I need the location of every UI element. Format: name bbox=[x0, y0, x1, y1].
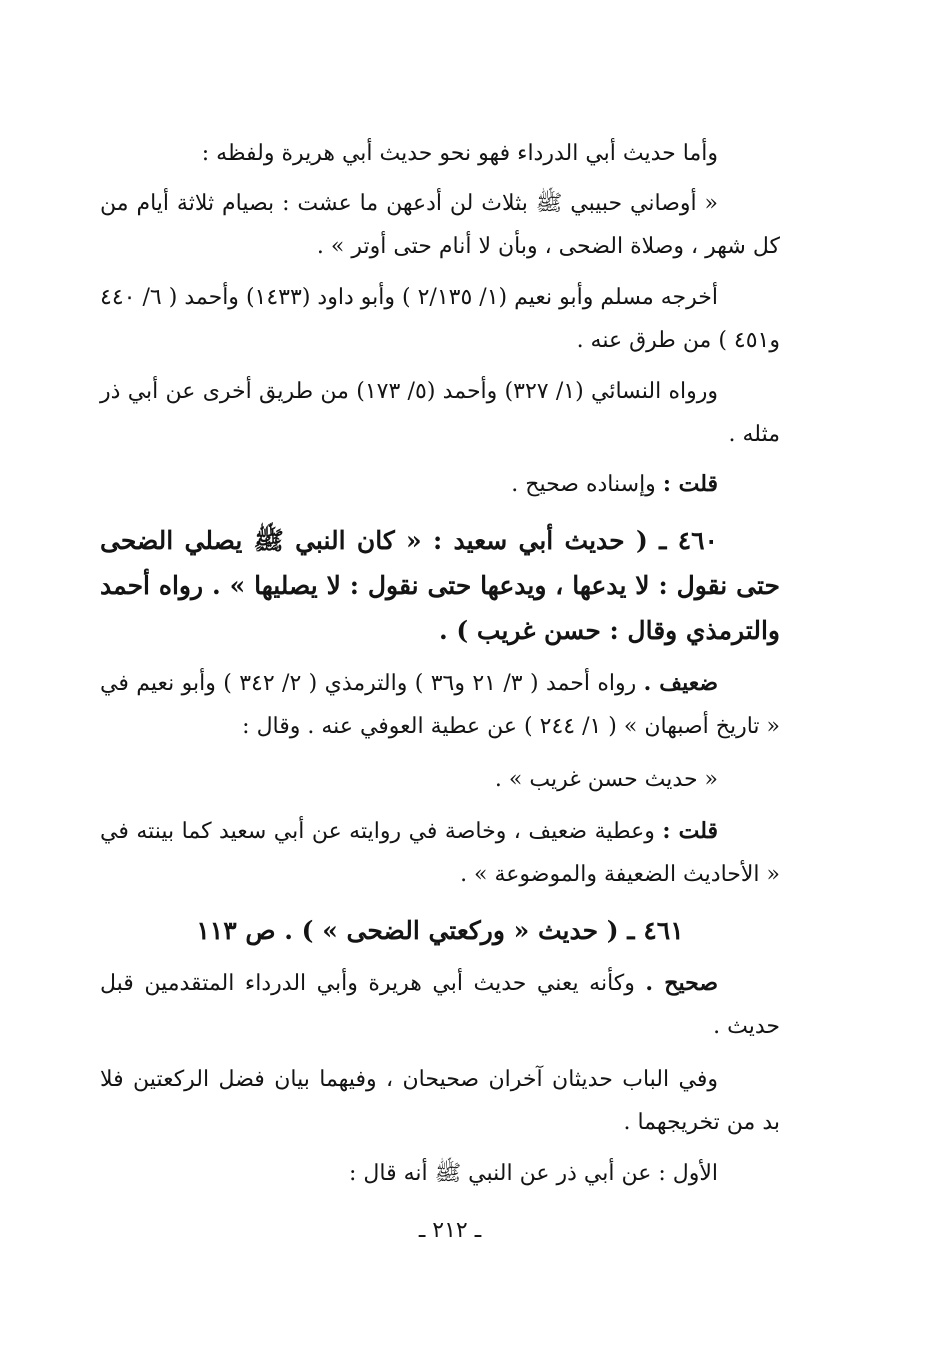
daif-label: ضعيف . bbox=[643, 670, 719, 696]
qultu-label: قلت : bbox=[662, 471, 718, 497]
heading-hadith-461: ٤٦١ ـ ( حديث « وركعتي الضحى » ) . ص ١١٣ bbox=[196, 916, 684, 945]
paragraph-fil-bab: وفي الباب حديثان آخران صحيحان ، وفيهما بيان فضل الركعتين فلا بد من تخريجهما . bbox=[100, 1067, 780, 1135]
paragraph-isnad-sahih bbox=[100, 463, 780, 506]
paragraph-abu-darda-intro: وأما حديث أبي الدرداء فهو نحو حديث أبي هريرة ولفظه : bbox=[201, 141, 718, 166]
atiyya-text: وعطية ضعيف ، وخاصة في روايته عن أبي سعيد كما بينته في « الأحاديث الضعيفة والموضوعة » . bbox=[100, 819, 780, 887]
paragraph-takhrij-muslim: أخرجه مسلم وأبو نعيم (١/ ٢/١٣٥ ) وأبو داود (١٤٣٣) وأحمد ( ٦/ ٤٤٠ و٤٥١ ) من طرق عنه . bbox=[100, 285, 780, 353]
paragraph-nasai: ورواه النسائي (١/ ٣٢٧) وأحمد (٥/ ١٧٣) من طريق أخرى عن أبي ذر مثله . bbox=[100, 379, 780, 447]
paragraph-hadith-quote: « أوصاني حبيبي ﷺ بثلاث لن أدعهن ما عشت : بصيام ثلاثة أيام من كل شهر ، وصلاة الضحى ، وبأن لا أنام حتى أوتر » . bbox=[100, 191, 780, 259]
paragraph-atiyya bbox=[100, 810, 780, 896]
paragraph-hasan-gharib: « حديث حسن غريب » . bbox=[494, 767, 718, 792]
paragraph-daif bbox=[100, 662, 780, 748]
daif-text: رواه أحمد ( ٣/ ٢١ و٣٦ ) والترمذي ( ٢/ ٣٤٢ ) وأبو نعيم في « تاريخ أصبهان » ( ١/ ٢٤٤ ) عن عطية العوفي عنه . وقال : bbox=[100, 671, 780, 739]
paragraph-awwal: الأول : عن أبي ذر عن النبي ﷺ أنه قال : bbox=[348, 1161, 718, 1186]
heading-hadith-460: ٤٦٠ ـ ( حديث أبي سعيد : « كان النبي ﷺ يصلي الضحى حتى نقول : لا يدعها ، ويدعها حتى نقول : لا يصليها » . رواه أحمد والترمذي وقال : حسن غريب ) . bbox=[100, 526, 780, 645]
page-number: ـ ٢١٢ ـ bbox=[418, 1218, 482, 1243]
sahih-label: صحيح . bbox=[645, 970, 718, 996]
qultu-label-2: قلت : bbox=[662, 818, 719, 844]
paragraph-sahih bbox=[100, 962, 780, 1048]
sahih-text: وكأنه يعني حديث أبي هريرة وأبي الدرداء المتقدمين قبل حديث . bbox=[100, 971, 780, 1039]
qultu-text: وإسناده صحيح . bbox=[511, 472, 656, 497]
